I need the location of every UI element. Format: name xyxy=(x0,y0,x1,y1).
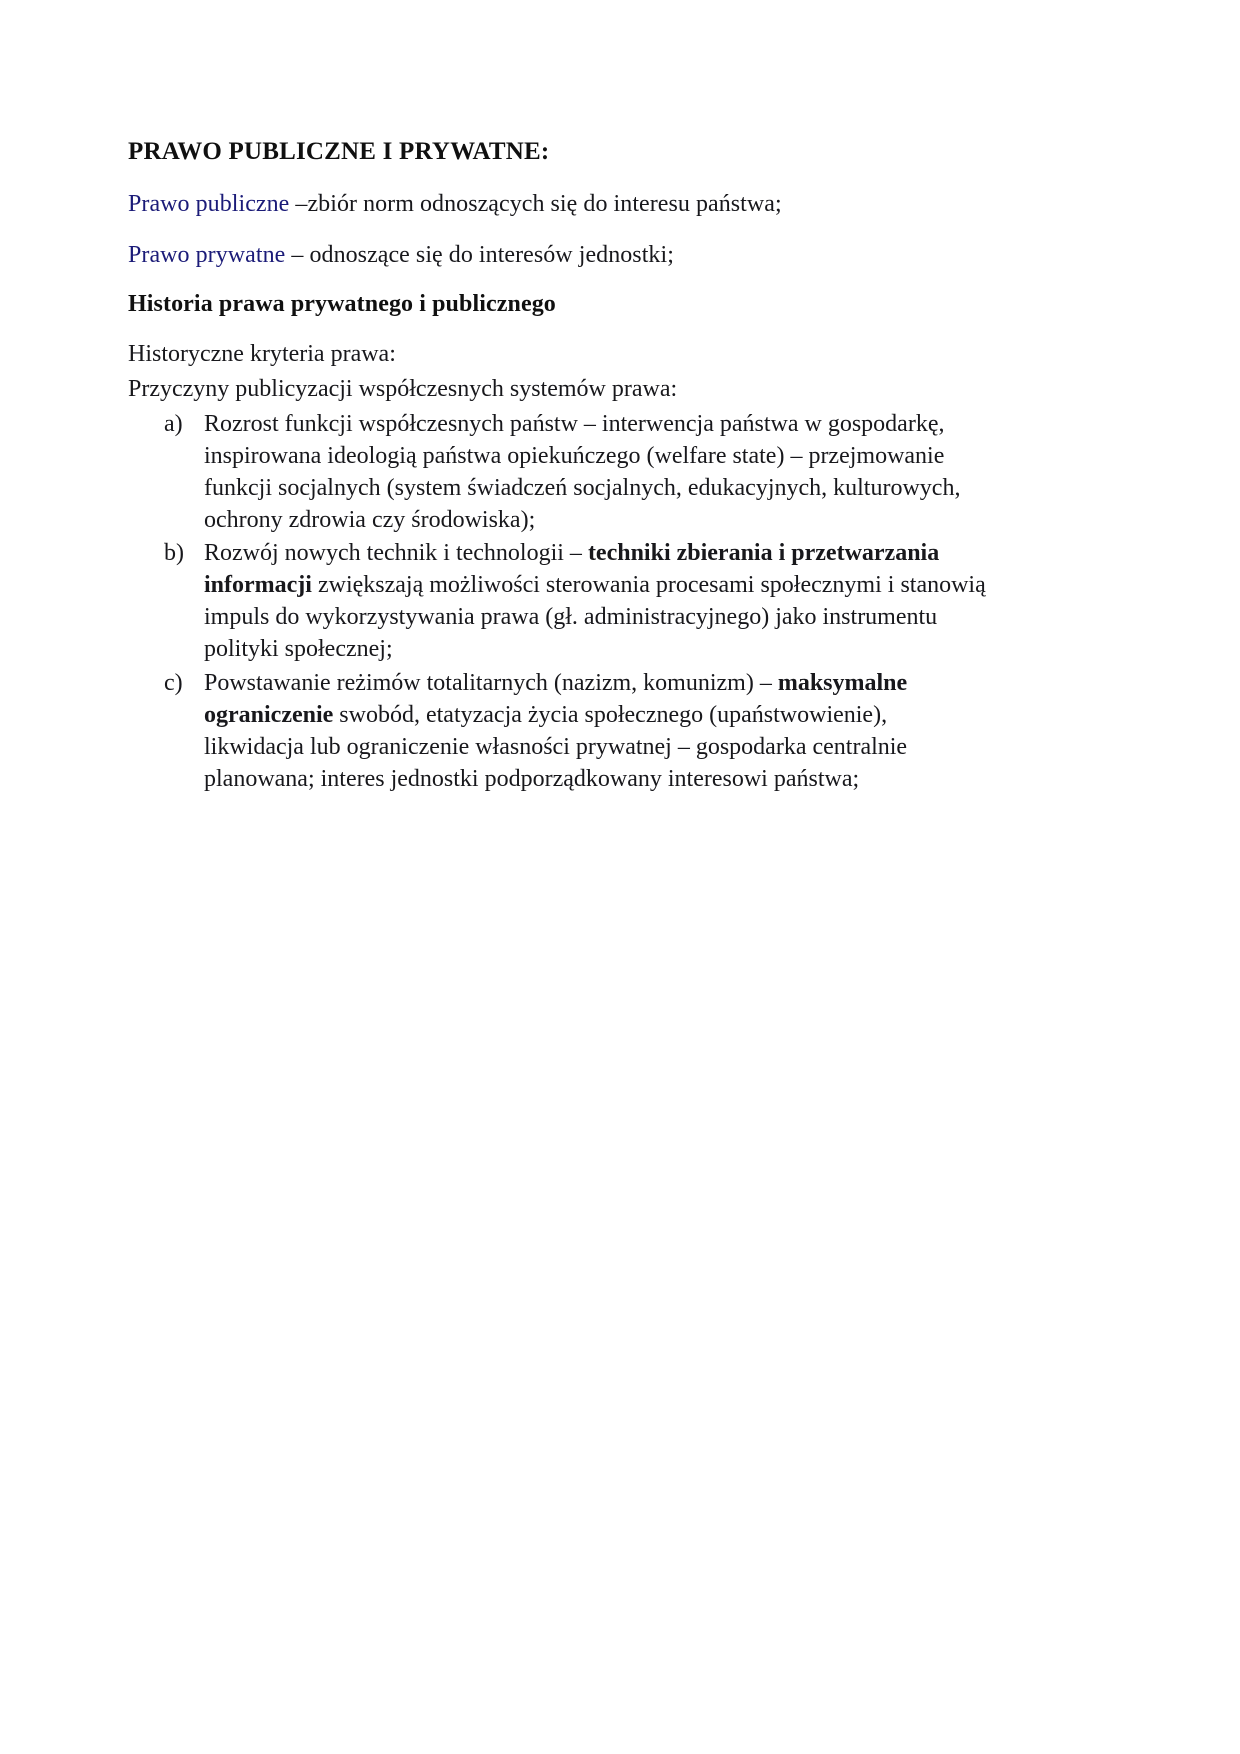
term-prawo-publiczne: Prawo publiczne xyxy=(128,191,290,218)
list-item xyxy=(128,409,988,537)
lead-line-historical-criteria: Historyczne kryteria prawa: xyxy=(128,341,396,368)
definition-private-law xyxy=(128,240,988,271)
term-prawo-prywatne: Prawo prywatne xyxy=(128,241,286,268)
lead-line-publicization-causes: Przyczyny publicyzacji współczesnych systemów prawa: xyxy=(128,376,678,403)
list-item-text-a xyxy=(204,409,988,537)
definition-public-law xyxy=(128,189,988,220)
page-title: PRAWO PUBLICZNE I PRYWATNE: xyxy=(128,138,550,165)
list-item-text-c xyxy=(204,668,988,796)
list-item-c-segment-1: Powstawanie reżimów totalitarnych (nazizm, komunizm) – xyxy=(204,670,778,697)
list-item-c-segment-2: swobód, etatyzacja życia społecznego (upaństwowienie), likwidacja lub ograniczenie własności prywatnej – gospodarka centralnie planowana; interes jednostki podporządkowany interesowi państwa; xyxy=(204,702,908,792)
section-subheading-history: Historia prawa prywatnego i publicznego xyxy=(128,290,556,317)
list-item-b-segment-1: Rozwój nowych technik i technologii – xyxy=(204,540,588,567)
definition-public-law-body: –zbiór norm odnoszących się do interesu państwa; xyxy=(289,191,782,218)
list-item-c-emphasis: maksymalne ograniczenie xyxy=(204,670,908,728)
list-item-b-segment-2: zwiększają możliwości sterowania procesami społecznymi i stanowią impuls do wykorzystywania prawa (gł. administracyjnego) jako instrumentu polityki społecznej; xyxy=(204,572,986,663)
definition-private-law-body: – odnoszące się do interesów jednostki; xyxy=(285,241,674,268)
lettered-list xyxy=(128,409,988,796)
list-item-a-segment-1: Rozrost funkcji współczesnych państw – interwencja państwa w gospodarkę, inspirowana ideologią państwa opiekuńczego (welfare state) – przejmowanie funkcji socjalnych (system świadczeń socjalnych, edukacyjnych, kulturowych, ochrony zdrowia czy środowiska); xyxy=(204,410,961,533)
document-content xyxy=(128,136,988,798)
list-item-b-emphasis: techniki zbierania i przetwarzania informacji xyxy=(204,540,940,599)
list-marker-a: a) xyxy=(164,410,183,437)
list-item xyxy=(128,538,988,666)
list-item xyxy=(128,668,988,796)
list-marker-b: b) xyxy=(164,540,184,567)
list-item-text-b xyxy=(204,538,988,666)
list-marker-c: c) xyxy=(164,670,183,697)
